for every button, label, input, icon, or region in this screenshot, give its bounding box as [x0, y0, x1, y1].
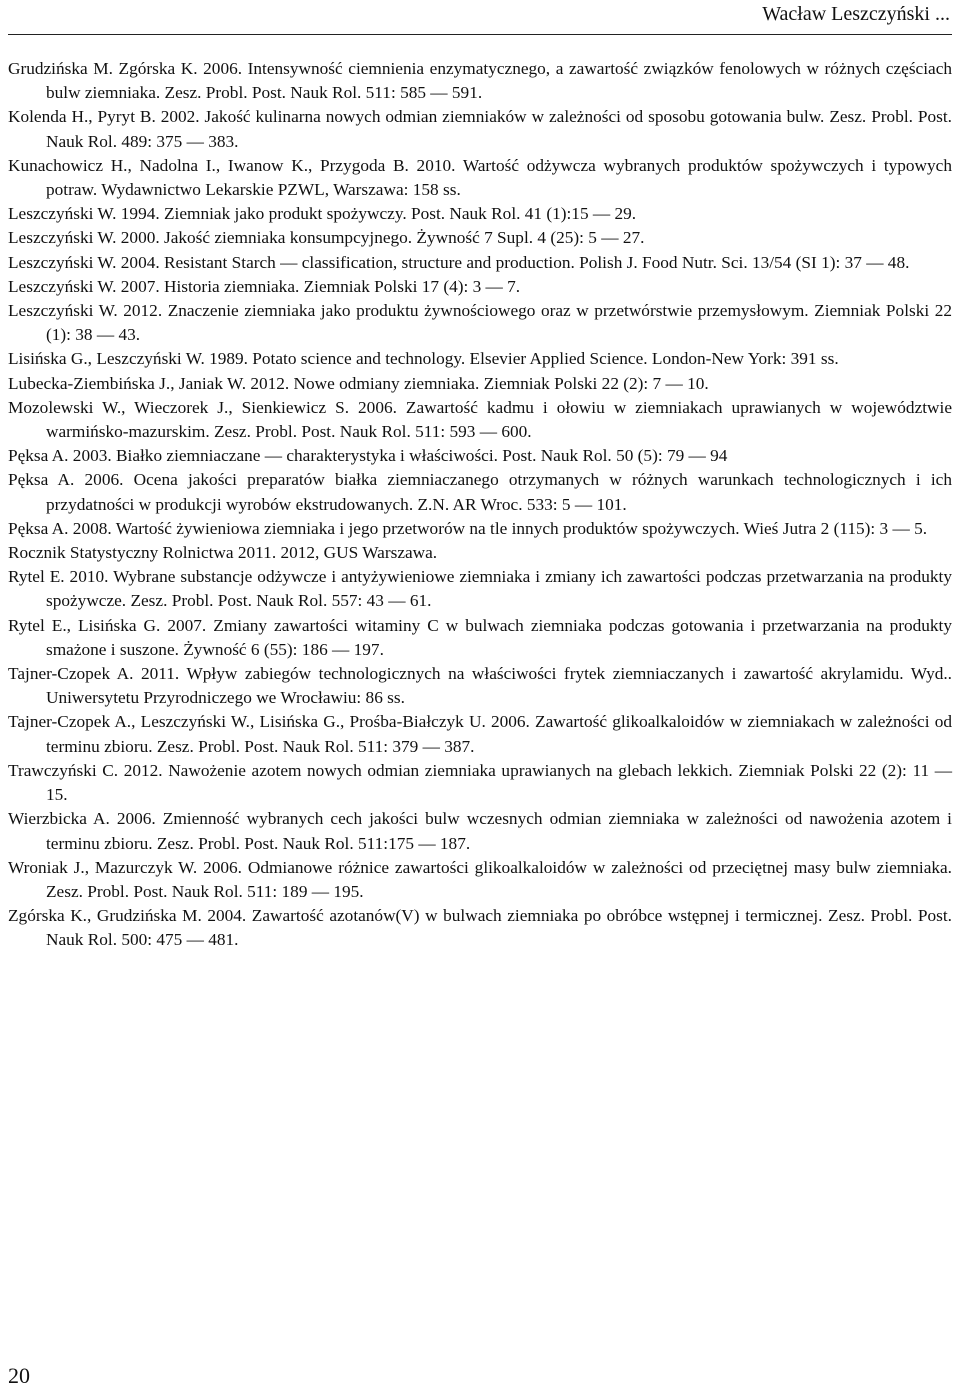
- reference-entry: Grudzińska M. Zgórska K. 2006. Intensywność ciemnienia enzymatycznego, a zawartość związków fenolowych w różnych częściach bulw ziemniaka. Zesz. Probl. Post. Nauk Rol. 511: 585 — 591.: [8, 59, 952, 103]
- reference-entry: Zgórska K., Grudzińska M. 2004. Zawartość azotanów(V) w bulwach ziemniaka po obróbce wstępnej i termicznej. Zesz. Probl. Post. Nauk Rol. 500: 475 — 481.: [8, 906, 952, 950]
- reference-entry: Kolenda H., Pyryt B. 2002. Jakość kulinarna nowych odmian ziemniaków w zależności od sposobu gotowania bulw. Zesz. Probl. Post. Nauk Rol. 489: 375 — 383.: [8, 107, 952, 151]
- reference-entry: Mozolewski W., Wieczorek J., Sienkiewicz S. 2006. Zawartość kadmu i ołowiu w ziemniakach uprawianych w województwie warmińsko-mazurskim. Zesz. Probl. Post. Nauk Rol. 511: 593 — 600.: [8, 397, 952, 442]
- reference-list: [8, 57, 952, 953]
- reference-entry: Trawczyński C. 2012. Nawożenie azotem nowych odmian ziemniaka uprawianych na glebach lekkich. Ziemniak Polski 22 (2): 11 — 15.: [8, 760, 952, 805]
- reference-entry: Leszczyński W. 2000. Jakość ziemniaka konsumpcyjnego. Żywność 7 Supl. 4 (25): 5 — 27.: [8, 228, 645, 248]
- reference-entry: Tajner-Czopek A., Leszczyński W., Lisińska G., Prośba-Białczyk U. 2006. Zawartość glikoalkaloidów w ziemniakach w zależności od terminu zbioru. Zesz. Probl. Post. Nauk Rol. 511: 379 — 387.: [8, 712, 952, 756]
- reference-entry: Lisińska G., Leszczyński W. 1989. Potato science and technology. Elsevier Applied Science. London-New York: 391 ss.: [8, 349, 839, 369]
- reference-entry: Leszczyński W. 2007. Historia ziemniaka. Ziemniak Polski 17 (4): 3 — 7.: [8, 276, 521, 296]
- reference-entry: Rytel E., Lisińska G. 2007. Zmiany zawartości witaminy C w bulwach ziemniaka podczas gotowania i przetwarzania na produkty smażone i suszone. Żywność 6 (55): 186 — 197.: [8, 615, 952, 659]
- reference-entry: Leszczyński W. 1994. Ziemniak jako produkt spożywczy. Post. Nauk Rol. 41 (1):15 — 29.: [8, 204, 637, 224]
- reference-entry: Wroniak J., Mazurczyk W. 2006. Odmianowe różnice zawartości glikoalkaloidów w zależności od przeciętnej masy bulw ziemniaka. Zesz. Probl. Post. Nauk Rol. 511: 189 — 195.: [8, 857, 952, 901]
- reference-entry: Pęksa A. 2003. Białko ziemniaczane — charakterystyka i właściwości. Post. Nauk Rol. 50 (5): 79 — 94: [8, 446, 728, 466]
- reference-entry: Tajner-Czopek A. 2011. Wpływ zabiegów technologicznych na właściwości frytek ziemniaczanych i zawartość akrylamidu. Wyd.. Uniwersytetu Przyrodniczego we Wrocławiu: 86 ss.: [8, 664, 952, 708]
- page-number: 20: [8, 1363, 30, 1388]
- reference-entry: Pęksa A. 2006. Ocena jakości preparatów białka ziemniaczanego otrzymanych w różnych warunkach technologicznych i ich przydatności w produkcji wyrobów ekstrudowanych. Z.N. AR Wroc. 533: 5 — 101.: [8, 470, 952, 514]
- reference-entry: Leszczyński W. 2004. Resistant Starch — classification, structure and production. Polish J. Food Nutr. Sci. 13/54 (SI 1): 37 — 48.: [8, 252, 910, 272]
- reference-entry: Leszczyński W. 2012. Znaczenie ziemniaka jako produktu żywnościowego oraz w przetwórstwie przemysłowym. Ziemniak Polski 22 (1): 38 — 43.: [8, 301, 952, 345]
- reference-entry: Wierzbicka A. 2006. Zmienność wybranych cech jakości bulw wczesnych odmian ziemniaka w zależności od nawożenia azotem i terminu zbioru. Zesz. Probl. Post. Nauk Rol. 511:175 — 187.: [8, 809, 952, 853]
- running-header: Wacław Leszczyński ...: [762, 3, 950, 25]
- reference-entry: Rytel E. 2010. Wybrane substancje odżywcze i antyżywieniowe ziemniaka i zmiany ich zawartości podczas przetwarzania na produkty spożywcze. Zesz. Probl. Post. Nauk Rol. 557: 43 — 61.: [8, 567, 952, 611]
- reference-entry: Pęksa A. 2008. Wartość żywieniowa ziemniaka i jego przetworów na tle innych produktów spożywczych. Wieś Jutra 2 (115): 3 — 5.: [8, 518, 928, 538]
- reference-entry: Kunachowicz H., Nadolna I., Iwanow K., Przygoda B. 2010. Wartość odżywcza wybranych produktów spożywczych i typowych potraw. Wydawnictwo Lekarskie PZWL, Warszawa: 158 ss.: [8, 155, 952, 200]
- header-rule: [8, 34, 952, 35]
- reference-entry: Lubecka-Ziembińska J., Janiak W. 2012. Nowe odmiany ziemniaka. Ziemniak Polski 22 (2): 7 — 10.: [8, 373, 709, 393]
- reference-entry: Rocznik Statystyczny Rolnictwa 2011. 2012, GUS Warszawa.: [8, 543, 438, 563]
